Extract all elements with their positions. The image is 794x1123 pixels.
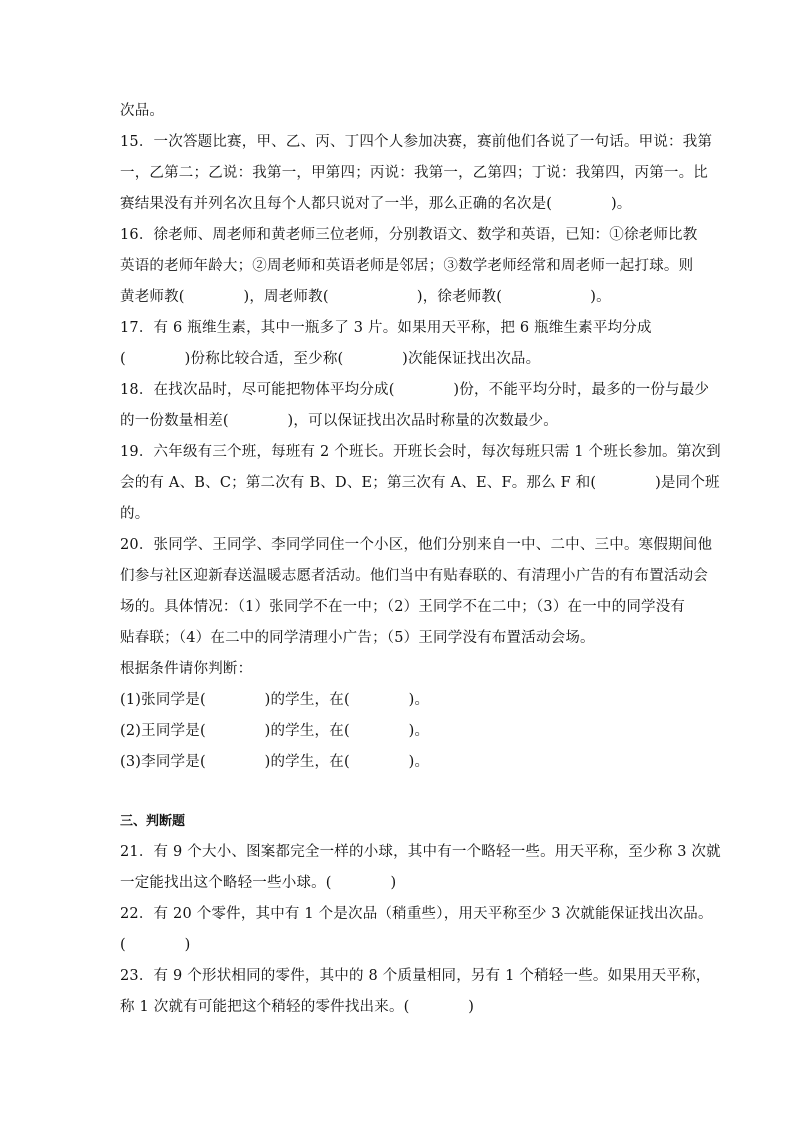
text-line: 的一份数量相差( )，可以保证找出次品时称量的次数最少。 <box>120 413 559 429</box>
text-line: 17．有 6 瓶维生素，其中一瓶多了 3 片。如果用天平称，把 6 瓶维生素平均分成 <box>120 320 652 336</box>
section-title: 三、判断题 <box>120 814 186 829</box>
text-line: 20．张同学、王同学、李同学同住一个小区，他们分别来自一中、二中、三中。寒假期间他 <box>120 537 713 553</box>
text-line: 黄老师教( )，周老师教( )，徐老师教( )。 <box>120 289 611 305</box>
text-line: (3)李同学是( )的学生，在( )。 <box>120 754 430 770</box>
text-line: ( ) <box>120 937 191 953</box>
text-line: 23．有 9 个形状相同的零件，其中的 8 个质量相同，另有 1 个稍轻一些。如果用天平称， <box>120 968 711 984</box>
text-line: (2)王同学是( )的学生，在( )。 <box>120 723 430 739</box>
text-line: 场的。具体情况：（1）张同学不在一中；（2）王同学不在二中；（3）在一中的同学没有 <box>120 599 686 615</box>
text-line: 根据条件请你判断： <box>120 661 253 677</box>
text-line: 18．在找次品时，尽可能把物体平均分成( )份，不能平均分时，最多的一份与最少 <box>120 382 710 398</box>
text-line: 会的有 A、B、C；第二次有 B、D、E；第三次有 A、E、F。那么 F 和( )是同个班 <box>120 475 720 491</box>
text-line: 22．有 20 个零件，其中有 1 个是次品（稍重些），用天平称至少 3 次就能保证找出次品。 <box>120 906 713 922</box>
text-line: ( )份称比较合适，至少称( )次能保证找出次品。 <box>120 351 541 367</box>
text-line: 15．一次答题比赛，甲、乙、丙、丁四个人参加决赛，赛前他们各说了一句话。甲说：我第 <box>120 134 713 150</box>
true-false-questions <box>120 837 721 1023</box>
document-page <box>120 96 721 1023</box>
text-line: 赛结果没有并列名次且每个人都只说对了一半，那么正确的名次是( )。 <box>120 196 632 212</box>
text-line: 英语的老师年龄大；②周老师和英语老师是邻居；③数学老师经常和周老师一起打球。则 <box>120 258 694 274</box>
text-line: 19．六年级有三个班，每班有 2 个班长。开班长会时，每次每班只需 1 个班长参加。第次到 <box>120 444 721 460</box>
text-line: 一定能找出这个略轻一些小球。( ) <box>120 875 397 891</box>
text-line: 们参与社区迎新春送温暖志愿者活动。他们当中有贴春联的、有清理小广告的有布置活动会 <box>120 568 708 584</box>
section-gap <box>120 778 680 806</box>
text-line: 21．有 9 个大小、图案都完全一样的小球，其中有一个略轻一些。用天平称，至少称 3 次就 <box>120 844 721 860</box>
text-line: 的。 <box>120 506 150 522</box>
text-line: (1)张同学是( )的学生，在( )。 <box>120 692 430 708</box>
text-line: 一，乙第二；乙说：我第一，甲第四；丙说：我第一，乙第四；丁说：我第四，丙第一。比 <box>120 165 708 181</box>
fill-in-questions <box>120 96 721 778</box>
text-line: 16．徐老师、周老师和黄老师三位老师，分别教语文、数学和英语，已知：①徐老师比教 <box>120 227 698 243</box>
text-line: 次品。 <box>120 103 165 119</box>
text-line: 称 1 次就有可能把这个稍轻的零件找出来。( ) <box>120 999 475 1015</box>
text-line: 贴春联；（4）在二中的同学清理小广告；（5）王同学没有布置活动会场。 <box>120 630 595 646</box>
